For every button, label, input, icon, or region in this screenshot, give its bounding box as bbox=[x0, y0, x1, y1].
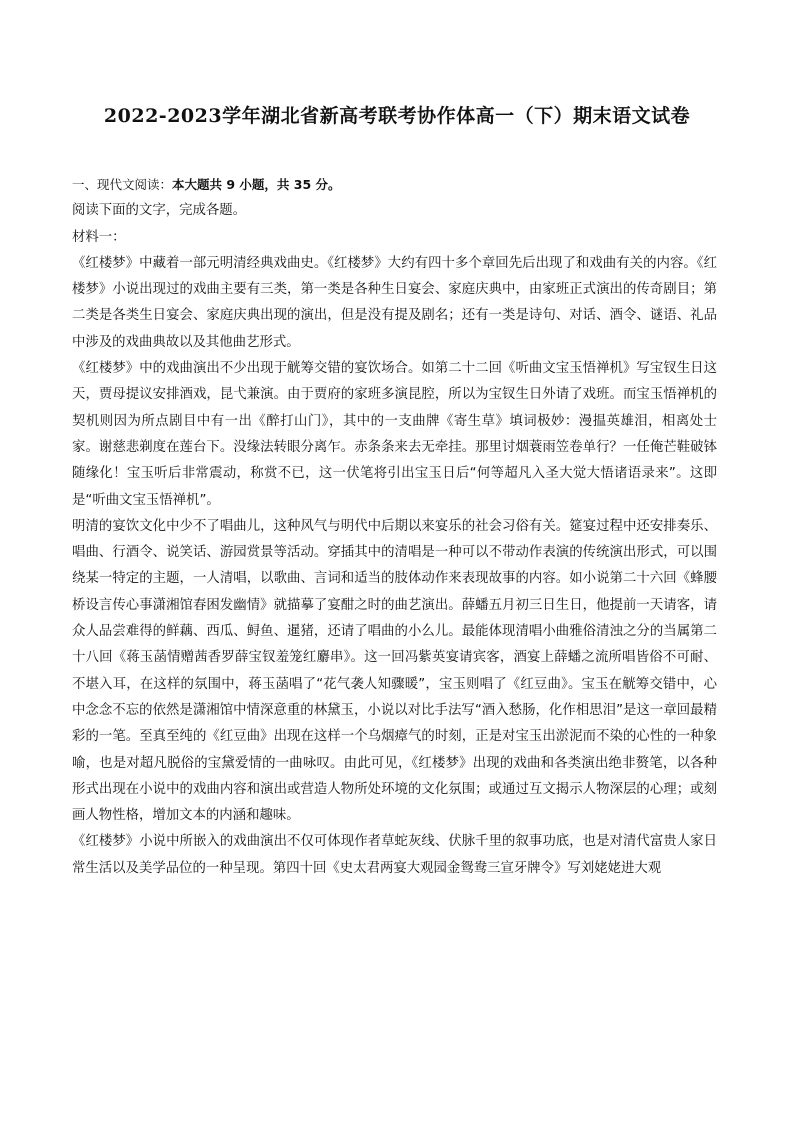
section-detail: 本大题共 9 小题，共 35 分。 bbox=[172, 177, 341, 192]
reading-instruction: 阅读下面的文字，完成各题。 bbox=[72, 203, 247, 219]
section-heading bbox=[72, 172, 717, 198]
paragraph-2: 《红楼梦》中的戏曲演出不少出现于觥筹交错的宴饮场合。如第二十二回《听曲文宝玉悟禅机》写宝钗生日这天，贾母提议安排酒戏，昆弋兼演。由于贾府的家班多演昆腔，所以为宝钗生日外请了戏班。而宝玉悟禅机的契机则因为所点剧目中有一出《醉打山门》，其中的一支曲牌《寄生草》填词极妙：漫揾英雄泪，相离处士家。谢慈悲剃度在莲台下。没缘法转眼分离乍。赤条条来去无牵挂。那里讨烟蓑雨笠卷单行？一任俺芒鞋破钵随缘化！宝玉听后非常震动，称赏不已，这一伏笔将引出宝玉日后“何等超凡入圣大觉大悟诸语录来”。这即是“听曲文宝玉悟禅机”。 bbox=[72, 361, 717, 508]
document-body bbox=[72, 172, 717, 882]
paragraph-3: 明清的宴饮文化中少不了唱曲儿，这种风气与明代中后期以来宴乐的社会习俗有关。筵宴过程中还安排奏乐、唱曲、行酒令、说笑话、游园赏景等活动。穿插其中的清唱是一种可以不带动作表演的传统演出形式，可以围绕某一特定的主题，一人清唱，以歌曲、言词和适当的肢体动作来表现故事的内容。如小说第二十六回《蜂腰桥设言传心事潇湘馆春困发幽情》就描摹了宴酣之时的曲艺演出。薛蟠五月初三日生日，他提前一天请客，请众人品尝难得的鲜藕、西瓜、鲟鱼、暹猪，还请了唱曲的小么儿。最能体现清唱小曲雅俗清浊之分的当属第二十八回《蒋玉菡情赠茜香罗薛宝钗羞笼红麝串》。这一回冯紫英宴请宾客，酒宴上薛蟠之流所唱皆俗不可耐、不堪入耳，在这样的氛围中，蒋玉菡唱了“花气袭人知骤暖”，宝玉则唱了《红豆曲》。宝玉在觥筹交错中，心中念念不忘的依然是潇湘馆中情深意重的林黛玉，小说以对比手法写“酒入愁肠，化作相思泪”是这一章回最精彩的一笔。至真至纯的《红豆曲》出现在这样一个乌烟瘴气的时刻，正是对宝玉出淤泥而不染的心性的一种象喻，也是对超凡脱俗的宝黛爱情的一曲咏叹。由此可见，《红楼梦》出现的戏曲和各类演出绝非赘笔，以各种形式出现在小说中的戏曲内容和演出或营造人物所处环境的文化氛围；或通过互文揭示人物深层的心理；或刻画人物性格，增加文本的内涵和趣味。 bbox=[72, 518, 717, 824]
material-label: 材料一： bbox=[72, 229, 126, 245]
paragraph-4: 《红楼梦》小说中所嵌入的戏曲演出不仅可体现作者草蛇灰线、伏脉千里的叙事功底，也是对清代富贵人家日常生活以及美学品位的一种呈现。第四十回《史太君两宴大观园金鸳鸯三宣牙牌令》写刘姥姥进大观 bbox=[72, 834, 717, 876]
paragraph-1: 《红楼梦》中藏着一部元明清经典戏曲史。《红楼梦》大约有四十多个章回先后出现了和戏曲有关的内容。《红楼梦》小说出现过的戏曲主要有三类，第一类是各种生日宴会、家庭庆典中，由家班正式演出的传奇剧目；第二类是各类生日宴会、家庭庆典出现的演出，但是没有提及剧名；还有一类是诗句、对话、酒令、谜语、礼品中涉及的戏曲典故以及其他曲艺形式。 bbox=[72, 255, 717, 350]
section-prefix: 一、现代文阅读： bbox=[72, 177, 173, 192]
document-title: 2022-2023学年湖北省新高考联考协作体高一（下）期末语文试卷 bbox=[103, 105, 691, 127]
